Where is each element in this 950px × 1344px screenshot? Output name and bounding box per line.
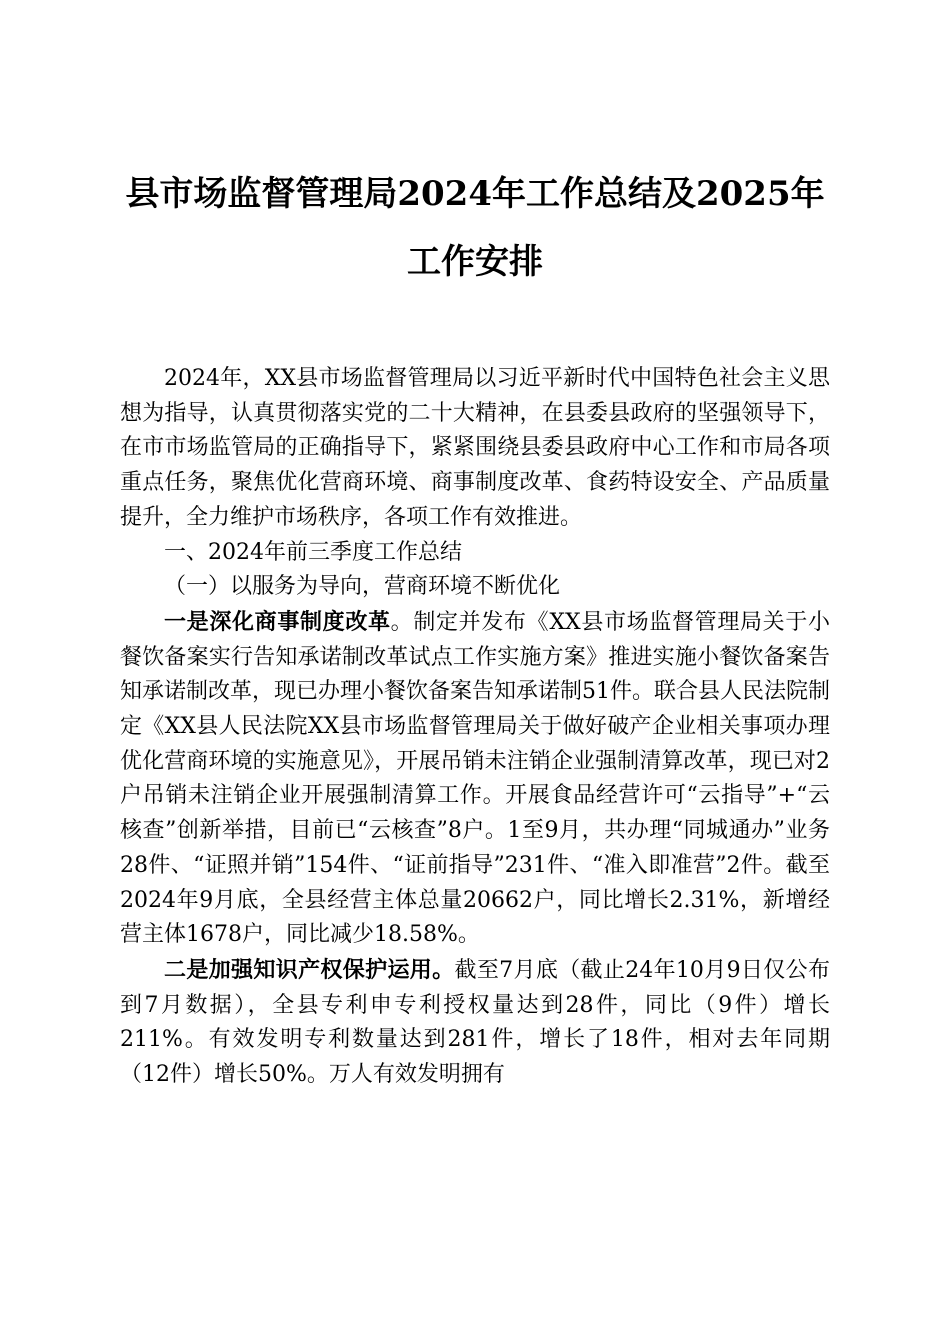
document-body: [120, 362, 830, 1093]
subsection-heading: （一）以服务为导向，营商环境不断优化: [164, 574, 561, 600]
item1-lead: 一是深化商事制度改革: [164, 608, 391, 635]
intro-paragraph: 2024年，XX县市场监督管理局以习近平新时代中国特色社会主义思想为指导，认真贯彻落实党的二十大精神，在县委县政府的坚强领导下，在市市场监管局的正确指导下，紧紧围绕县委县政府中心工作和市局各项重点任务，聚焦优化营商环境、商事制度改革、食药特设安全、产品质量提升，全力维护市场秩序，各项工作有效推进。: [120, 366, 830, 530]
body-paragraph-item1: [120, 605, 830, 953]
item1-text: 。制定并发布《XX县市场监督管理局关于小餐饮备案实行告知承诺制改革试点工作实施方案》推进实施小餐饮备案告知承诺制改革，现已办理小餐饮备案告知承诺制51件。联合县人民法院制定《XX县人民法院XX县市场监督管理局关于做好破产企业相关事项办理优化营商环境的实施意见》，开展吊销未注销企业强制清算改革，现已对2户吊销未注销企业开展强制清算工作。开展食品经营许可“云指导”+“云核查”创新举措，目前已“云核查”8户。1至9月，共办理“同城通办”业务28件、“证照并销”154件、“证前指导”231件、“准入即准营”2件。截至2024年9月底，全县经营主体总量20662户，同比增长2.31%，新增经营主体1678户，同比减少18.58%。: [120, 609, 830, 948]
document-title-line1: 县市场监督管理局2024年工作总结及2025年: [125, 174, 825, 214]
body-paragraph-item2: [120, 953, 830, 1093]
section-heading: 一、2024年前三季度工作总结: [164, 539, 462, 565]
document-title-line2: 工作安排: [407, 242, 543, 282]
item2-text: 截至7月底（截止24年10月9日仅公布到7月数据），全县专利申专利授权量达到28件，同比（9件）增长211%。有效发明专利数量达到281件，增长了18件，相对去年同期（12件）增长50%。万人有效发明拥有: [120, 957, 830, 1088]
item2-lead: 二是加强知识产权保护运用。: [164, 956, 455, 983]
